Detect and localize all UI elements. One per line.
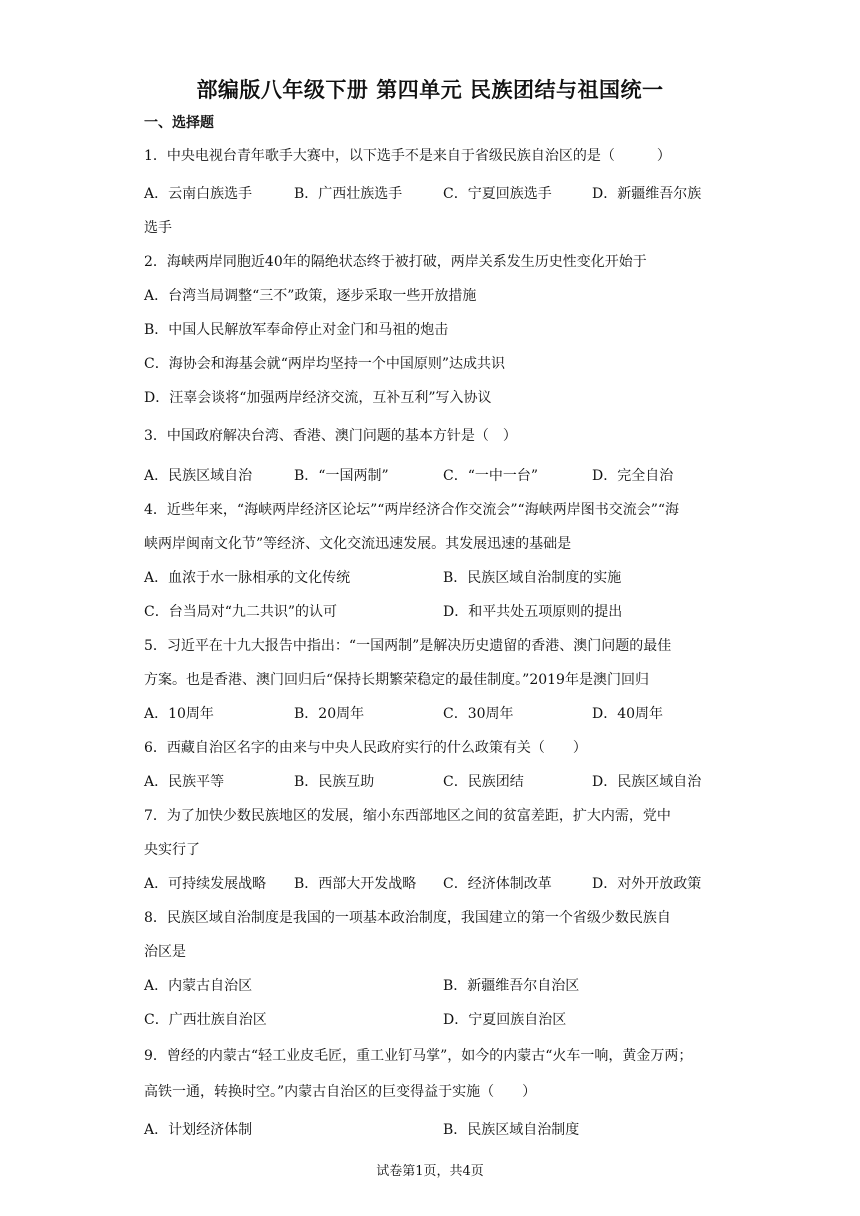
q6-option-a: A．民族平等 [144,774,225,790]
q1-option-b: B．广西壮族选手 [294,186,403,202]
q9-option-a: A．计划经济体制 [144,1122,253,1138]
q3-option-d: D．完全自治 [592,468,674,484]
q3-option-b: B．“一国两制” [294,468,389,484]
section-heading: 一、选择题 [144,115,214,131]
q4-option-b: B．民族区域自治制度的实施 [443,570,622,586]
q6-option-b: B．民族互助 [294,774,375,790]
q4-option-d: D．和平共处五项原则的提出 [443,604,623,620]
question-7-stem-line-2: 央实行了 [144,842,200,858]
question-5-stem-line-1: 5．习近平在十九大报告中指出：“一国两制”是解决历史遗留的香港、澳门问题的最佳 [144,638,672,654]
question-8-stem-line-1: 8．民族区域自治制度是我国的一项基本政治制度，我国建立的第一个省级少数民族自 [144,910,671,926]
q8-option-b: B．新疆维吾尔自治区 [443,978,580,994]
question-8-stem-line-2: 治区是 [144,944,186,960]
q5-option-d: D．40周年 [592,706,664,722]
q7-option-a: A．可持续发展战略 [144,876,267,892]
question-9-stem-line-1: 9．曾经的内蒙古“轻工业皮毛匠，重工业钉马掌”，如今的内蒙古“火车一响，黄金万两； [144,1048,693,1064]
q6-option-d: D．民族区域自治 [592,774,702,790]
question-2-stem: 2．海峡两岸同胞近40年的隔绝状态终于被打破，两岸关系发生历史性变化开始于 [144,254,647,270]
page-footer: 试卷第1页，共4页 [376,1164,484,1179]
q2-option-c: C．海协会和海基会就“两岸均坚持一个中国原则”达成共识 [144,356,506,372]
q5-option-a: A．10周年 [144,706,214,722]
q1-option-d: D．新疆维吾尔族 [592,186,702,202]
q7-option-d: D．对外开放政策 [592,876,702,892]
page-title: 部编版八年级下册 第四单元 民族团结与祖国统一 [196,78,664,102]
q4-option-a: A．血浓于水一脉相承的文化传统 [144,570,351,586]
q3-option-c: C．“一中一台” [443,468,539,484]
q4-option-c: C．台当局对“九二共识”的认可 [144,604,338,620]
q7-option-c: C．经济体制改革 [443,876,552,892]
question-4-stem-line-2: 峡两岸闽南文化节”等经济、文化交流迅速发展。其发展迅速的基础是 [144,536,572,552]
q1-option-a: A．云南白族选手 [144,186,253,202]
question-4-stem-line-1: 4．近些年来，“海峡两岸经济区论坛”“两岸经济合作交流会”“海峡两岸图书交流会”“海 [144,502,680,518]
q3-option-a: A．民族区域自治 [144,468,253,484]
q1-option-c: C．宁夏回族选手 [443,186,552,202]
question-3-stem: 3．中国政府解决台湾、香港、澳门问题的基本方针是（ ） [144,428,517,444]
q9-option-b: B．民族区域自治制度 [443,1122,580,1138]
q1-option-d-wrap: 选手 [144,220,172,236]
q8-option-d: D．宁夏回族自治区 [443,1012,567,1028]
question-5-stem-line-2: 方案。也是香港、澳门回归后“保持长期繁荣稳定的最佳制度。”2019年是澳门回归 [144,672,649,688]
q2-option-a: A．台湾当局调整“三不”政策，逐步采取一些开放措施 [144,288,477,304]
q6-option-c: C．民族团结 [443,774,524,790]
q7-option-b: B．西部大开发战略 [294,876,417,892]
q5-option-b: B．20周年 [294,706,365,722]
q2-option-b: B．中国人民解放军奉命停止对金门和马祖的炮击 [144,322,449,338]
q2-option-d: D．汪辜会谈将“加强两岸经济交流，互补互利”写入协议 [144,390,492,406]
q8-option-c: C．广西壮族自治区 [144,1012,267,1028]
question-7-stem-line-1: 7．为了加快少数民族地区的发展，缩小东西部地区之间的贫富差距，扩大内需，党中 [144,808,671,824]
question-6-stem: 6．西藏自治区名字的由来与中央人民政府实行的什么政策有关（ ） [144,740,587,756]
question-9-stem-line-2: 高铁一通，转换时空。”内蒙古自治区的巨变得益于实施（ ） [144,1084,537,1100]
question-1-stem: 1．中央电视台青年歌手大赛中，以下选手不是来自于省级民族自治区的是（ ） [144,148,671,164]
q5-option-c: C．30周年 [443,706,514,722]
q8-option-a: A．内蒙古自治区 [144,978,253,994]
